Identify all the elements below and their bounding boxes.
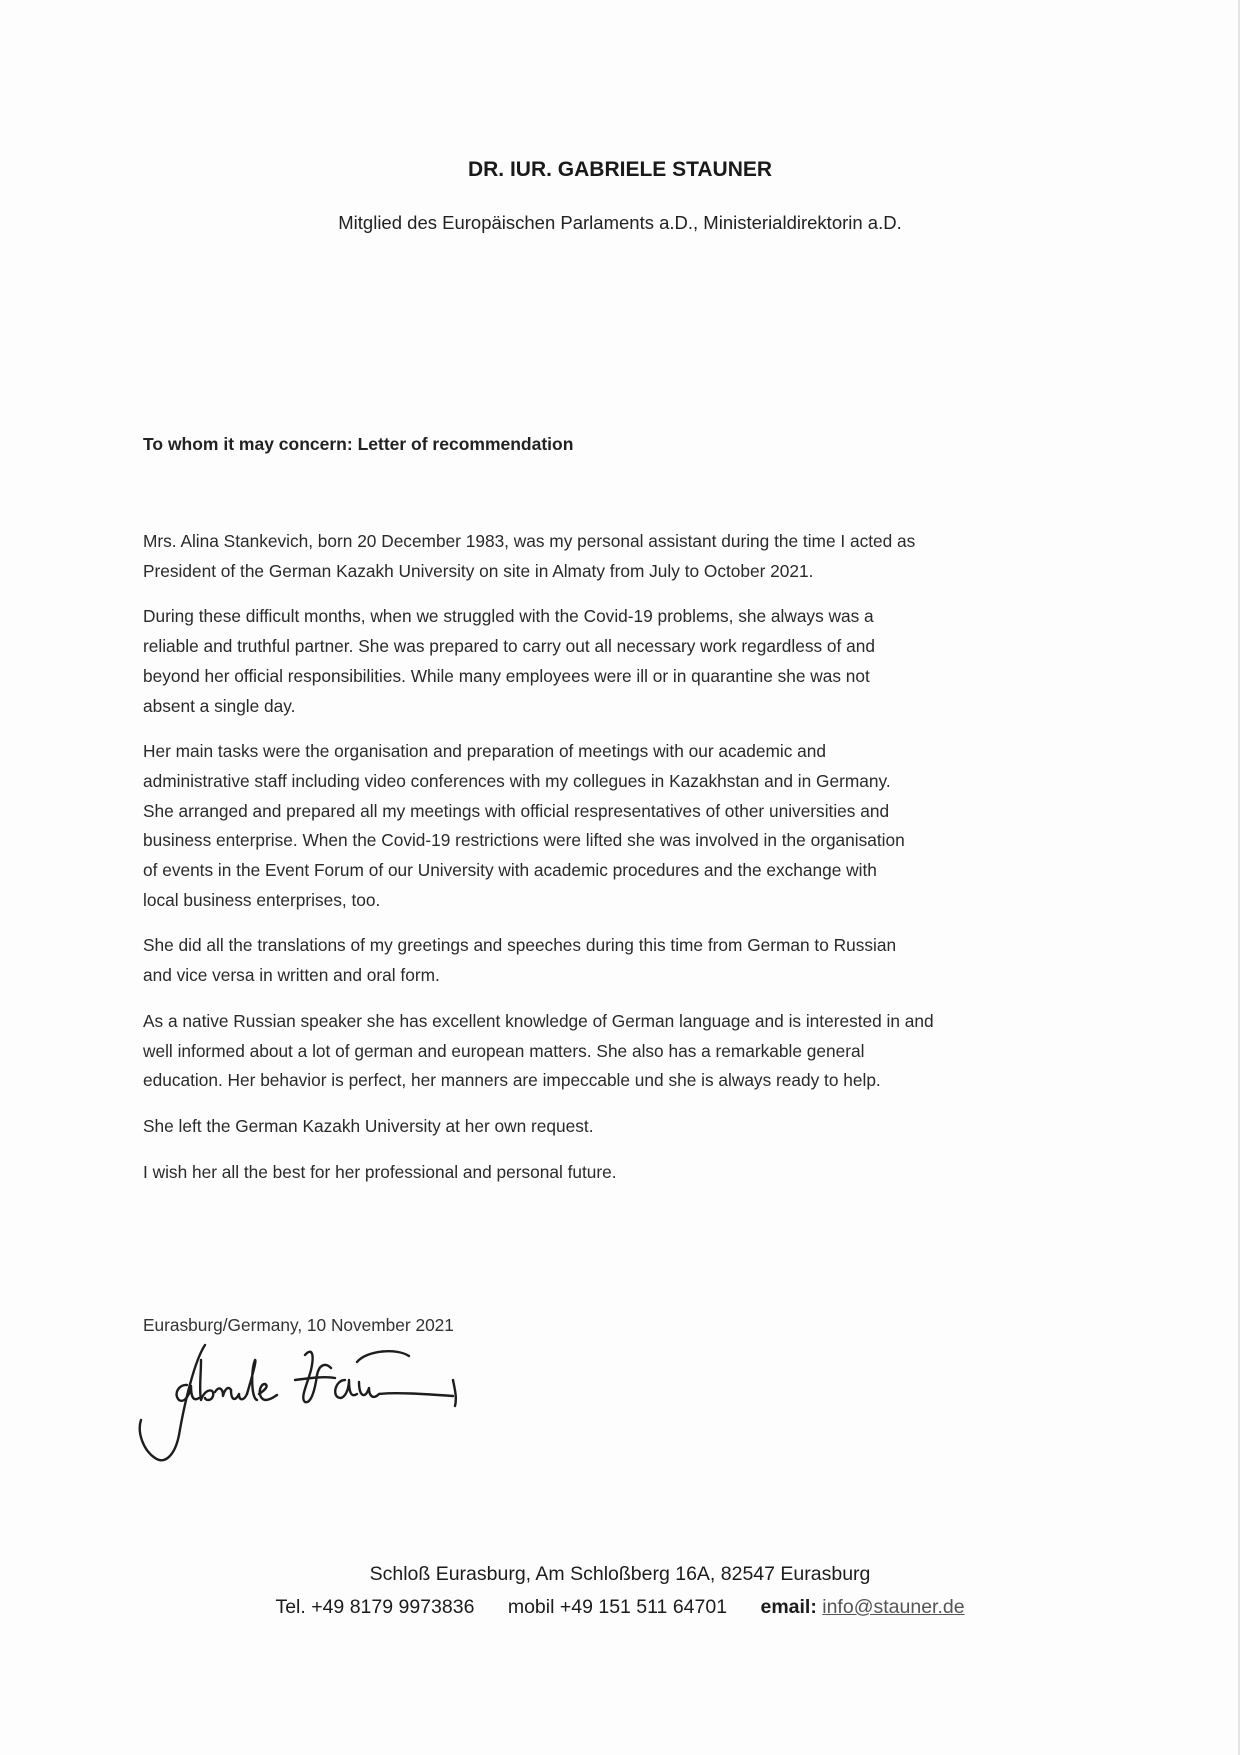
paragraph-line: local business enterprises, too. xyxy=(143,889,381,910)
paragraph-line: and vice versa in written and oral form. xyxy=(143,965,440,986)
paragraph-line: President of the German Kazakh University on site in Almaty from July to October 2021. xyxy=(143,560,814,581)
paragraph-line: reliable and truthful partner. She was prepared to carry out all necessary work regardless of and xyxy=(143,636,875,657)
place-date: Eurasburg/Germany, 10 November 2021 xyxy=(143,1315,454,1335)
paragraph-line: beyond her official responsibilities. While many employees were ill or in quarantine she was not xyxy=(143,665,870,686)
signature-image xyxy=(135,1340,555,1465)
paragraph xyxy=(143,527,1103,586)
paragraph xyxy=(143,1158,1103,1188)
paragraph-line: She did all the translations of my greetings and speeches during this time from German to Russian xyxy=(143,935,897,956)
email-label: email: xyxy=(760,1596,817,1618)
footer-contacts xyxy=(0,1596,1240,1619)
letterhead-name: DR. IUR. GABRIELE STAUNER xyxy=(467,158,773,181)
paragraph xyxy=(143,931,1103,990)
paragraph-line: She left the German Kazakh University at her own request. xyxy=(143,1115,594,1136)
paragraph-line: She arranged and prepared all my meetings with official respresentatives of other universities and xyxy=(143,800,890,821)
paragraph-line: education. Her behavior is perfect, her manners are impeccable und she is always ready to help. xyxy=(143,1070,881,1091)
footer-email xyxy=(760,1596,964,1618)
paragraph-line: Her main tasks were the organisation and preparation of meetings with our academic and xyxy=(143,741,826,762)
paragraph xyxy=(143,1112,1103,1142)
paragraph xyxy=(143,602,1103,721)
subject-line: To whom it may concern: Letter of recommendation xyxy=(143,434,574,454)
paragraph-line: business enterprise. When the Covid-19 restrictions were lifted she was involved in the organisation xyxy=(143,830,905,851)
paragraph-line: absent a single day. xyxy=(143,695,296,716)
paragraph-line: of events in the Event Forum of our University with academic procedures and the exchange with xyxy=(143,860,877,881)
email-link[interactable]: info@stauner.de xyxy=(822,1596,965,1618)
footer-mobile: mobil +49 151 511 64701 xyxy=(507,1596,728,1618)
paragraph xyxy=(143,737,1103,915)
paragraph-line: During these difficult months, when we struggled with the Covid-19 problems, she always was a xyxy=(143,606,874,627)
footer-address: Schloß Eurasburg, Am Schloßberg 16A, 82547 Eurasburg xyxy=(369,1563,871,1585)
paragraph-line: As a native Russian speaker she has excellent knowledge of German language and is interested in and xyxy=(143,1010,934,1031)
paragraph-line: I wish her all the best for her professional and personal future. xyxy=(143,1161,617,1182)
paragraph xyxy=(143,1007,1103,1096)
paragraph-line: administrative staff including video conferences with my collegues in Kazakhstan and in Germany. xyxy=(143,770,891,791)
paragraph-line: Mrs. Alina Stankevich, born 20 December 1983, was my personal assistant during the time I acted as xyxy=(143,531,916,551)
footer-tel: Tel. +49 8179 9973836 xyxy=(275,1596,475,1618)
letter-body xyxy=(143,527,1103,1203)
paragraph-line: well informed about a lot of german and european matters. She also has a remarkable general xyxy=(143,1040,865,1061)
letterhead-subtitle: Mitglied des Europäischen Parlaments a.D., Ministerialdirektorin a.D. xyxy=(338,212,902,233)
